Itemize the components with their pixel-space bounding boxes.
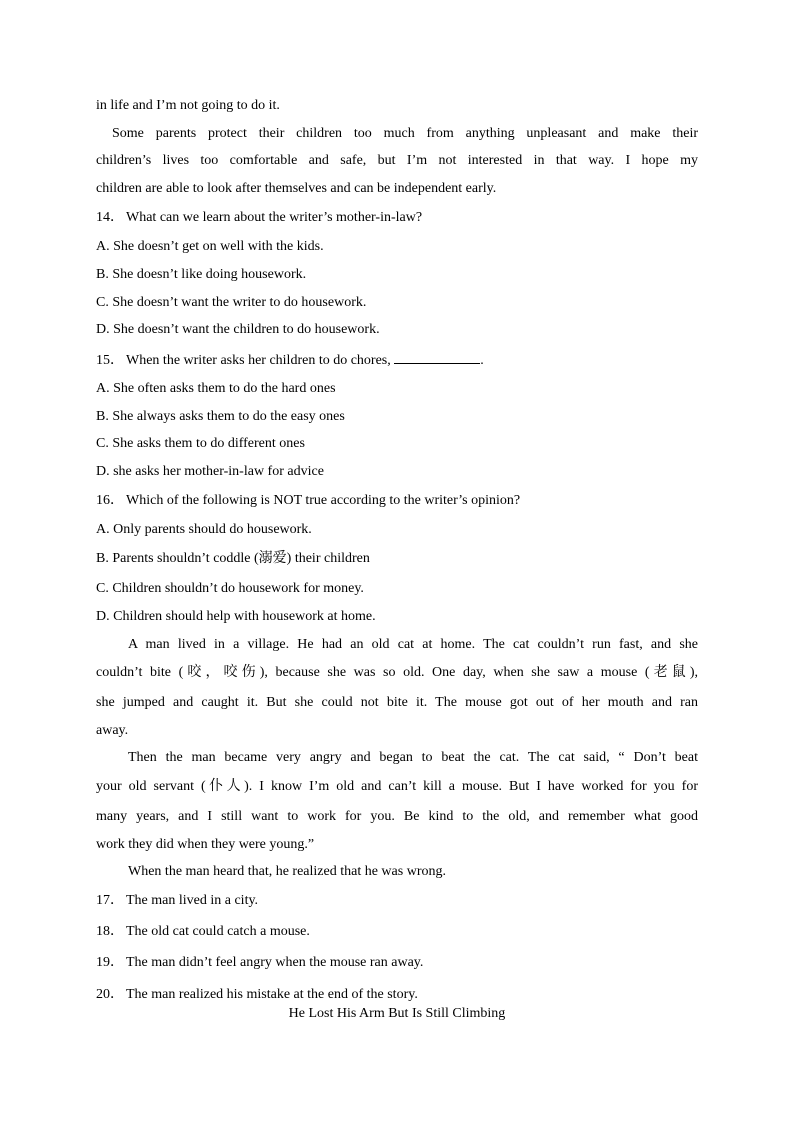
question-15-stem	[96, 350, 698, 370]
option-c: C. She doesn’t want the writer to do housework.	[96, 295, 367, 310]
passage-line: couldn’t bite (咬，咬伤), because she was so old. One day, when she saw a mouse (老鼠),	[96, 665, 698, 680]
statement-text: The man lived in a city.	[126, 893, 259, 908]
statement-18	[96, 923, 698, 941]
question-number: 14．	[96, 210, 124, 225]
option-d: D. She doesn’t want the children to do housework.	[96, 322, 380, 337]
passage-line: many years, and I still want to work for you. Be kind to the old, and remember what good	[96, 809, 698, 824]
question-text: Which of the following is NOT true according to the writer’s opinion?	[126, 493, 521, 508]
passage-line: in life and I’m not going to do it.	[96, 98, 280, 113]
option-d: D. she asks her mother-in-law for advice	[96, 464, 324, 479]
passage-line: Some parents protect their children too much from anything unpleasant and make their	[112, 126, 698, 141]
passage-line: Then the man became very angry and began to beat the cat. The cat said, “ Don’t beat	[128, 750, 698, 765]
passage-line: your old servant (仆人). I know I’m old and can’t kill a mouse. But I have worked for you for	[96, 779, 698, 794]
option-c: C. She asks them to do different ones	[96, 436, 305, 451]
option-c: C. Children shouldn’t do housework for money.	[96, 581, 364, 596]
question-text: When the writer asks her children to do chores,	[126, 353, 391, 368]
question-text-end: .	[480, 353, 484, 368]
statement-text: The man didn’t feel angry when the mouse ran away.	[126, 955, 424, 970]
option-b: B. She doesn’t like doing housework.	[96, 267, 307, 282]
question-number: 15．	[96, 353, 124, 368]
statement-17	[96, 892, 698, 910]
option-a: A. She doesn’t get on well with the kids.	[96, 239, 324, 254]
option-b: B. She always asks them to do the easy ones	[96, 409, 345, 424]
passage-line: When the man heard that, he realized that he was wrong.	[128, 864, 446, 879]
question-16-stem	[96, 492, 698, 510]
question-text: What can we learn about the writer’s mother-in-law?	[126, 210, 423, 225]
question-number: 16．	[96, 493, 124, 508]
passage-line: children’s lives too comfortable and safe, but I’m not interested in that way. I hope my	[96, 153, 698, 168]
passage-line: away.	[96, 723, 129, 738]
passage-line: A man lived in a village. He had an old cat at home. The cat couldn’t run fast, and she	[128, 637, 698, 652]
question-number: 18．	[96, 924, 124, 939]
passage-line: work they did when they were young.”	[96, 837, 315, 852]
question-number: 19．	[96, 955, 124, 970]
option-a: A. She often asks them to do the hard ones	[96, 381, 336, 396]
statement-text: The old cat could catch a mouse.	[126, 924, 310, 939]
statement-20	[96, 986, 698, 1004]
statement-19	[96, 954, 698, 972]
option-d: D. Children should help with housework at home.	[96, 609, 376, 624]
question-number: 20．	[96, 987, 124, 1002]
question-number: 17．	[96, 893, 124, 908]
section-title: He Lost His Arm But Is Still Climbing	[288, 1006, 506, 1021]
statement-text: The man realized his mistake at the end of the story.	[126, 987, 418, 1002]
question-14-stem	[96, 209, 698, 227]
option-b: B. Parents shouldn’t coddle (溺爱) their children	[96, 551, 370, 566]
option-a: A. Only parents should do housework.	[96, 522, 312, 537]
answer-blank	[394, 350, 480, 364]
passage-line: children are able to look after themselves and can be independent early.	[96, 181, 497, 196]
passage-line: she jumped and caught it. But she could not bite it. The mouse got out of her mouth and ran	[96, 695, 698, 710]
